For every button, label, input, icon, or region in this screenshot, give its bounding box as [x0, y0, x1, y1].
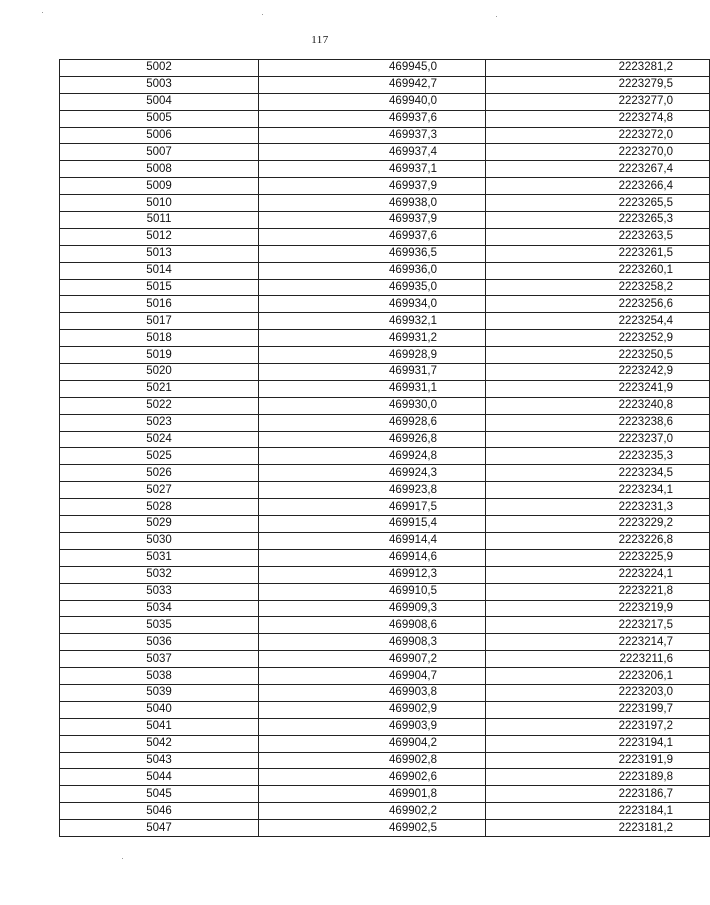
x-coordinate-cell: 469923,8: [259, 482, 486, 499]
table-row: [60, 347, 710, 364]
y-coordinate-cell: 2223199,7: [486, 701, 710, 718]
x-coordinate-cell: 469936,5: [259, 245, 486, 262]
y-coordinate-cell: 2223206,1: [486, 668, 710, 685]
x-coordinate-cell: 469937,4: [259, 144, 486, 161]
table-row: [60, 431, 710, 448]
y-coordinate-cell: 2223186,7: [486, 786, 710, 803]
y-coordinate-cell: 2223270,0: [486, 144, 710, 161]
y-coordinate-cell: 2223229,2: [486, 516, 710, 533]
x-coordinate-cell: 469903,9: [259, 718, 486, 735]
x-coordinate-cell: 469942,7: [259, 76, 486, 93]
table-row: [60, 414, 710, 431]
x-coordinate-cell: 469924,8: [259, 448, 486, 465]
point-number-cell: 5030: [60, 532, 259, 549]
x-coordinate-cell: 469935,0: [259, 279, 486, 296]
x-coordinate-cell: 469937,6: [259, 110, 486, 127]
point-number-cell: 5006: [60, 127, 259, 144]
x-coordinate-cell: 469937,1: [259, 161, 486, 178]
point-number-cell: 5035: [60, 617, 259, 634]
y-coordinate-cell: 2223265,3: [486, 212, 710, 229]
point-number-cell: 5033: [60, 583, 259, 600]
table-row: [60, 76, 710, 93]
y-coordinate-cell: 2223189,8: [486, 769, 710, 786]
x-coordinate-cell: 469938,0: [259, 195, 486, 212]
y-coordinate-cell: 2223279,5: [486, 76, 710, 93]
y-coordinate-cell: 2223234,1: [486, 482, 710, 499]
point-number-cell: 5046: [60, 803, 259, 820]
table-row: [60, 380, 710, 397]
y-coordinate-cell: 2223250,5: [486, 347, 710, 364]
x-coordinate-cell: 469926,8: [259, 431, 486, 448]
y-coordinate-cell: 2223203,0: [486, 684, 710, 701]
table-row: [60, 262, 710, 279]
point-number-cell: 5021: [60, 380, 259, 397]
point-number-cell: 5024: [60, 431, 259, 448]
y-coordinate-cell: 2223194,1: [486, 735, 710, 752]
y-coordinate-cell: 2223224,1: [486, 566, 710, 583]
table-row: [60, 364, 710, 381]
x-coordinate-cell: 469931,7: [259, 364, 486, 381]
table-row: [60, 532, 710, 549]
y-coordinate-cell: 2223231,3: [486, 499, 710, 516]
x-coordinate-cell: 469937,6: [259, 228, 486, 245]
table-row: [60, 448, 710, 465]
x-coordinate-cell: 469912,3: [259, 566, 486, 583]
table-row: [60, 144, 710, 161]
y-coordinate-cell: 2223191,9: [486, 752, 710, 769]
x-coordinate-cell: 469902,2: [259, 803, 486, 820]
x-coordinate-cell: 469930,0: [259, 397, 486, 414]
x-coordinate-cell: 469908,6: [259, 617, 486, 634]
x-coordinate-cell: 469931,1: [259, 380, 486, 397]
point-number-cell: 5013: [60, 245, 259, 262]
x-coordinate-cell: 469903,8: [259, 684, 486, 701]
point-number-cell: 5027: [60, 482, 259, 499]
y-coordinate-cell: 2223242,9: [486, 364, 710, 381]
point-number-cell: 5005: [60, 110, 259, 127]
scan-speck: [496, 16, 497, 17]
y-coordinate-cell: 2223211,6: [486, 651, 710, 668]
table-row: [60, 60, 710, 77]
y-coordinate-cell: 2223252,9: [486, 330, 710, 347]
table-row: [60, 701, 710, 718]
point-number-cell: 5028: [60, 499, 259, 516]
y-coordinate-cell: 2223240,8: [486, 397, 710, 414]
point-number-cell: 5017: [60, 313, 259, 330]
table-row: [60, 516, 710, 533]
table-row: [60, 482, 710, 499]
point-number-cell: 5020: [60, 364, 259, 381]
table-row: [60, 583, 710, 600]
table-row: [60, 465, 710, 482]
y-coordinate-cell: 2223237,0: [486, 431, 710, 448]
point-number-cell: 5007: [60, 144, 259, 161]
point-number-cell: 5012: [60, 228, 259, 245]
table-row: [60, 617, 710, 634]
x-coordinate-cell: 469937,9: [259, 212, 486, 229]
y-coordinate-cell: 2223235,3: [486, 448, 710, 465]
point-number-cell: 5041: [60, 718, 259, 735]
point-number-cell: 5045: [60, 786, 259, 803]
y-coordinate-cell: 2223267,4: [486, 161, 710, 178]
x-coordinate-cell: 469914,6: [259, 549, 486, 566]
y-coordinate-cell: 2223214,7: [486, 634, 710, 651]
coordinates-table: [59, 59, 710, 837]
x-coordinate-cell: 469904,2: [259, 735, 486, 752]
y-coordinate-cell: 2223238,6: [486, 414, 710, 431]
table-row: [60, 718, 710, 735]
point-number-cell: 5003: [60, 76, 259, 93]
x-coordinate-cell: 469945,0: [259, 60, 486, 77]
table-row: [60, 127, 710, 144]
scan-speck: [122, 858, 123, 859]
table-row: [60, 195, 710, 212]
table-row: [60, 178, 710, 195]
x-coordinate-cell: 469936,0: [259, 262, 486, 279]
x-coordinate-cell: 469914,4: [259, 532, 486, 549]
table-row: [60, 634, 710, 651]
point-number-cell: 5019: [60, 347, 259, 364]
y-coordinate-cell: 2223274,8: [486, 110, 710, 127]
y-coordinate-cell: 2223217,5: [486, 617, 710, 634]
table-row: [60, 549, 710, 566]
x-coordinate-cell: 469924,3: [259, 465, 486, 482]
point-number-cell: 5037: [60, 651, 259, 668]
y-coordinate-cell: 2223265,5: [486, 195, 710, 212]
x-coordinate-cell: 469902,9: [259, 701, 486, 718]
table-row: [60, 820, 710, 837]
point-number-cell: 5008: [60, 161, 259, 178]
x-coordinate-cell: 469937,9: [259, 178, 486, 195]
x-coordinate-cell: 469931,2: [259, 330, 486, 347]
x-coordinate-cell: 469902,6: [259, 769, 486, 786]
x-coordinate-cell: 469934,0: [259, 296, 486, 313]
point-number-cell: 5029: [60, 516, 259, 533]
table-row: [60, 684, 710, 701]
table-row: [60, 330, 710, 347]
x-coordinate-cell: 469908,3: [259, 634, 486, 651]
table-row: [60, 499, 710, 516]
point-number-cell: 5004: [60, 93, 259, 110]
table-row: [60, 93, 710, 110]
table-row: [60, 110, 710, 127]
x-coordinate-cell: 469904,7: [259, 668, 486, 685]
table-row: [60, 600, 710, 617]
page-number: 117: [311, 34, 329, 46]
point-number-cell: 5010: [60, 195, 259, 212]
point-number-cell: 5015: [60, 279, 259, 296]
point-number-cell: 5031: [60, 549, 259, 566]
point-number-cell: 5014: [60, 262, 259, 279]
x-coordinate-cell: 469910,5: [259, 583, 486, 600]
table-row: [60, 769, 710, 786]
x-coordinate-cell: 469901,8: [259, 786, 486, 803]
x-coordinate-cell: 469928,6: [259, 414, 486, 431]
table-row: [60, 752, 710, 769]
y-coordinate-cell: 2223219,9: [486, 600, 710, 617]
point-number-cell: 5018: [60, 330, 259, 347]
x-coordinate-cell: 469937,3: [259, 127, 486, 144]
y-coordinate-cell: 2223221,8: [486, 583, 710, 600]
y-coordinate-cell: 2223256,6: [486, 296, 710, 313]
point-number-cell: 5044: [60, 769, 259, 786]
point-number-cell: 5036: [60, 634, 259, 651]
table-row: [60, 786, 710, 803]
x-coordinate-cell: 469928,9: [259, 347, 486, 364]
y-coordinate-cell: 2223225,9: [486, 549, 710, 566]
point-number-cell: 5002: [60, 60, 259, 77]
point-number-cell: 5022: [60, 397, 259, 414]
y-coordinate-cell: 2223281,2: [486, 60, 710, 77]
table-row: [60, 803, 710, 820]
x-coordinate-cell: 469932,1: [259, 313, 486, 330]
point-number-cell: 5026: [60, 465, 259, 482]
scan-speck: [262, 14, 263, 15]
y-coordinate-cell: 2223258,2: [486, 279, 710, 296]
y-coordinate-cell: 2223226,8: [486, 532, 710, 549]
table-row: [60, 212, 710, 229]
point-number-cell: 5016: [60, 296, 259, 313]
table-row: [60, 228, 710, 245]
table-row: [60, 566, 710, 583]
table-row: [60, 279, 710, 296]
x-coordinate-cell: 469902,5: [259, 820, 486, 837]
point-number-cell: 5011: [60, 212, 259, 229]
coordinates-table-body: [60, 60, 710, 837]
point-number-cell: 5047: [60, 820, 259, 837]
point-number-cell: 5038: [60, 668, 259, 685]
y-coordinate-cell: 2223184,1: [486, 803, 710, 820]
table-row: [60, 161, 710, 178]
y-coordinate-cell: 2223272,0: [486, 127, 710, 144]
y-coordinate-cell: 2223181,2: [486, 820, 710, 837]
y-coordinate-cell: 2223234,5: [486, 465, 710, 482]
y-coordinate-cell: 2223241,9: [486, 380, 710, 397]
table-row: [60, 397, 710, 414]
point-number-cell: 5034: [60, 600, 259, 617]
x-coordinate-cell: 469902,8: [259, 752, 486, 769]
point-number-cell: 5039: [60, 684, 259, 701]
point-number-cell: 5043: [60, 752, 259, 769]
y-coordinate-cell: 2223260,1: [486, 262, 710, 279]
x-coordinate-cell: 469907,2: [259, 651, 486, 668]
y-coordinate-cell: 2223197,2: [486, 718, 710, 735]
y-coordinate-cell: 2223254,4: [486, 313, 710, 330]
table-row: [60, 651, 710, 668]
x-coordinate-cell: 469915,4: [259, 516, 486, 533]
x-coordinate-cell: 469940,0: [259, 93, 486, 110]
table-row: [60, 668, 710, 685]
x-coordinate-cell: 469909,3: [259, 600, 486, 617]
point-number-cell: 5023: [60, 414, 259, 431]
y-coordinate-cell: 2223263,5: [486, 228, 710, 245]
point-number-cell: 5009: [60, 178, 259, 195]
x-coordinate-cell: 469917,5: [259, 499, 486, 516]
table-row: [60, 735, 710, 752]
table-row: [60, 296, 710, 313]
y-coordinate-cell: 2223277,0: [486, 93, 710, 110]
y-coordinate-cell: 2223261,5: [486, 245, 710, 262]
table-row: [60, 245, 710, 262]
point-number-cell: 5032: [60, 566, 259, 583]
scan-speck: [42, 12, 43, 13]
table-row: [60, 313, 710, 330]
point-number-cell: 5025: [60, 448, 259, 465]
y-coordinate-cell: 2223266,4: [486, 178, 710, 195]
point-number-cell: 5040: [60, 701, 259, 718]
point-number-cell: 5042: [60, 735, 259, 752]
